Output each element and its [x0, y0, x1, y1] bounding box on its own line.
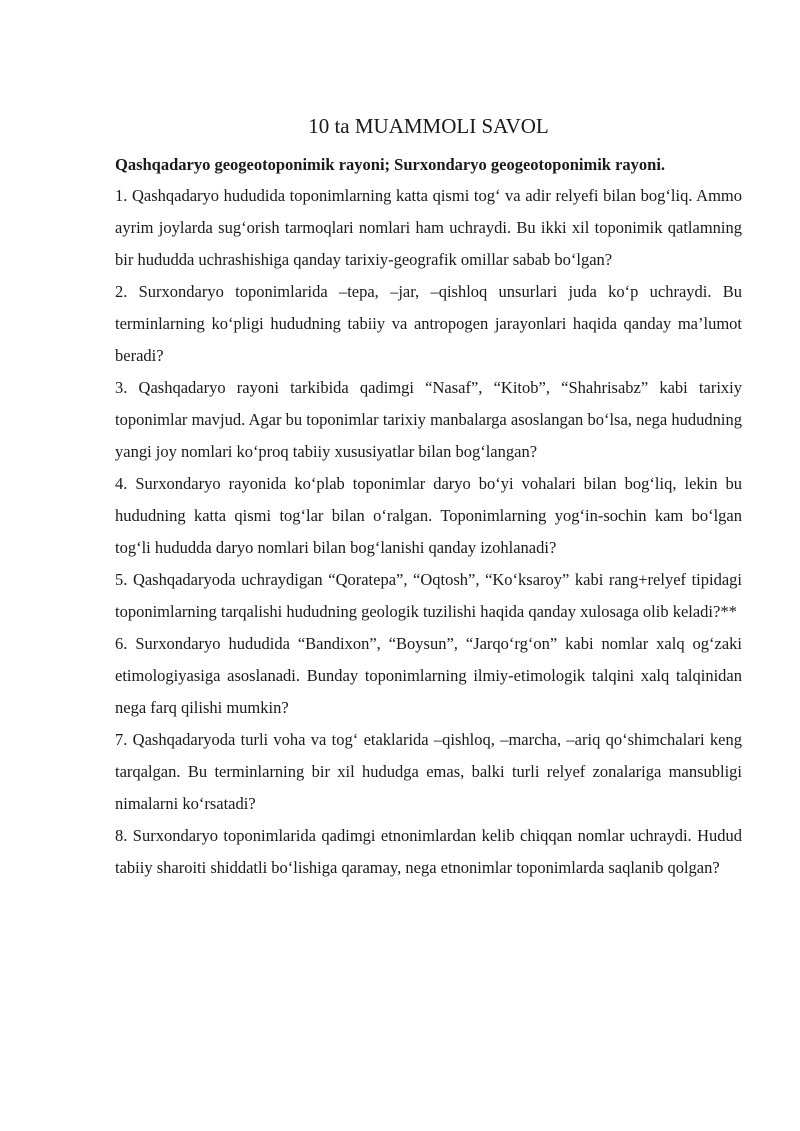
- document-page: [115, 112, 742, 884]
- question-6: 6. Surxondaryo hududida “Bandixon”, “Boysun”, “Jarqo‘rg‘on” kabi nomlar xalq og‘zaki etimologiyasiga asoslanadi. Bunday toponimlarning ilmiy-etimologik talqini xalq talqinidan nega farq qilishi mumkin?: [115, 634, 742, 717]
- question-1: 1. Qashqadaryo hududida toponimlarning katta qismi tog‘ va adir relyefi bilan bog‘liq. Ammo ayrim joylarda sug‘orish tarmoqlari nomlari ham uchraydi. Bu ikki xil toponimik qatlamning bir hududda uchrashishiga qanday tarixiy-geografik omillar sabab bo‘lgan?: [115, 186, 742, 269]
- page-title: 10 ta MUAMMOLI SAVOL: [308, 114, 549, 138]
- question-5: 5. Qashqadaryoda uchraydigan “Qoratepa”, “Oqtosh”, “Ko‘ksaroy” kabi rang+relyef tipidagi toponimlarning tarqalishi hududning geologik tuzilishi haqida qanday xulosaga olib keladi?**: [115, 570, 742, 621]
- question-8: 8. Surxondaryo toponimlarida qadimgi etnonimlardan kelib chiqqan nomlar uchraydi. Hudud tabiiy sharoiti shiddatli bo‘lishiga qaramay, nega etnonimlar toponimlarda saqlanib qolgan?: [115, 826, 742, 877]
- question-3: 3. Qashqadaryo rayoni tarkibida qadimgi “Nasaf”, “Kitob”, “Shahrisabz” kabi tarixiy toponimlar mavjud. Agar bu toponimlar tarixiy manbalarga asoslangan bo‘lsa, nega hududning yangi joy nomlari ko‘proq tabiiy xususiyatlar bilan bog‘langan?: [115, 378, 742, 461]
- page-subtitle: Qashqadaryo geogeotoponimik rayoni; Surxondaryo geogeotoponimik rayoni.: [115, 155, 666, 174]
- question-4: 4. Surxondaryo rayonida ko‘plab toponimlar daryo bo‘yi vohalari bilan bog‘liq, lekin bu hududning katta qismi tog‘lar bilan o‘ralgan. Toponimlarning yog‘in-sochin kam bo‘lgan tog‘li hududda daryo nomlari bilan bog‘lanishi qanday izohlanadi?: [115, 474, 742, 557]
- question-7: 7. Qashqadaryoda turli voha va tog‘ etaklarida –qishloq, –marcha, –ariq qo‘shimchalari keng tarqalgan. Bu terminlarning bir xil hududga emas, balki turli relyef zonalariga mansubligi nimalarni ko‘rsatadi?: [115, 730, 742, 813]
- question-2: 2. Surxondaryo toponimlarida –tepa, –jar, –qishloq unsurlari juda ko‘p uchraydi. Bu terminlarning ko‘pligi hududning tabiiy va antropogen jarayonlari haqida qanday ma’lumot beradi?: [115, 282, 742, 365]
